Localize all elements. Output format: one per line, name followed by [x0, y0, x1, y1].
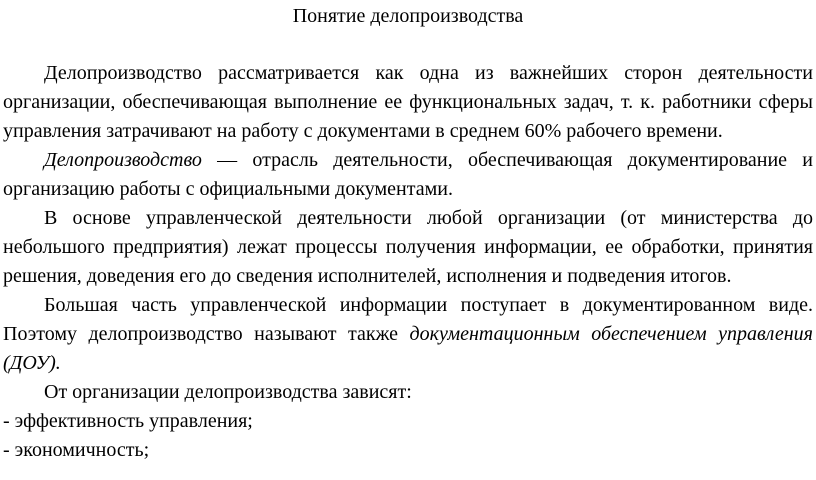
paragraph-dou — [3, 291, 813, 378]
paragraph-depends-on: От организации делопроизводства зависят: — [44, 381, 412, 403]
definition-text: — отрасль деятельности, обеспечивающая документирование и организацию работы с официальными документами. — [3, 149, 813, 200]
dou-intro-text: Большая часть управленческой информации поступает в документированном виде. Поэтому делопроизводство называют также — [3, 294, 813, 345]
paragraph-definition — [3, 146, 813, 204]
page-title: Понятие делопроизводства — [292, 5, 524, 27]
paragraph-management-basis: В основе управленческой деятельности любой организации (от министерства до небольшого предприятия) лежат процессы получения информации, ее обработки, принятия решения, доведения его до сведения исполнителей, исполнения и подведения итогов. — [3, 207, 813, 287]
title-spacer — [3, 31, 813, 59]
term-deloproizvodstvo: Делопроизводство — [44, 149, 202, 171]
list-item: - экономичность; — [3, 439, 150, 461]
term-dou: документационным обеспечением управления (ДОУ). — [3, 323, 813, 374]
paragraph-definition-intro: Делопроизводство рассматривается как одна из важнейших сторон деятельности организации, обеспечивающая выполнение ее функциональных задач, т. к. работники сферы управления затрачивают на работу с документами в среднем 60% рабочего времени. — [3, 62, 813, 142]
list-item: - эффективность управления; — [3, 410, 253, 432]
